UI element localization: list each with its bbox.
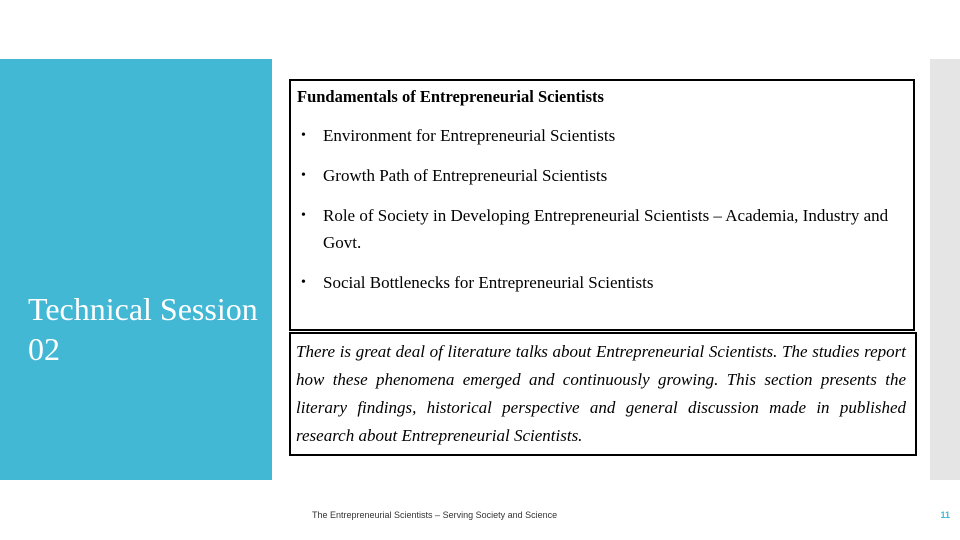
bullet-icon: • [301, 275, 306, 290]
topic-item [301, 269, 891, 296]
bullet-icon: • [301, 128, 306, 143]
topic-label: Growth Path of Entrepreneurial Scientists [323, 166, 608, 185]
side-decoration-bar [930, 59, 960, 480]
session-title: Technical Session 02 [28, 291, 258, 367]
summary-box [289, 332, 917, 456]
topic-label: Social Bottlenecks for Entrepreneurial Scientists [323, 273, 654, 292]
content-box [289, 79, 915, 331]
slide-footer: The Entrepreneurial Scientists – Serving Society and Science [312, 510, 558, 520]
topic-label: Environment for Entrepreneurial Scientists [323, 126, 616, 145]
content-heading: Fundamentals of Entrepreneurial Scientists [297, 87, 604, 106]
summary-text: There is great deal of literature talks about Entrepreneurial Scientists. The studies report how these phenomena emerged and continuously growing. This section presents the literary findings, historical perspective and general discussion made in published research about Entrepreneurial Scientists. [296, 342, 906, 445]
topic-label: Role of Society in Developing Entrepreneurial Scientists – Academia, Industry and Govt. [323, 206, 889, 252]
page-number: 11 [940, 510, 950, 520]
topic-item [301, 122, 891, 149]
session-panel [0, 59, 272, 480]
bullet-icon: • [301, 208, 306, 223]
topic-item [301, 162, 891, 189]
topic-item [301, 202, 891, 256]
bullet-icon: • [301, 168, 306, 183]
